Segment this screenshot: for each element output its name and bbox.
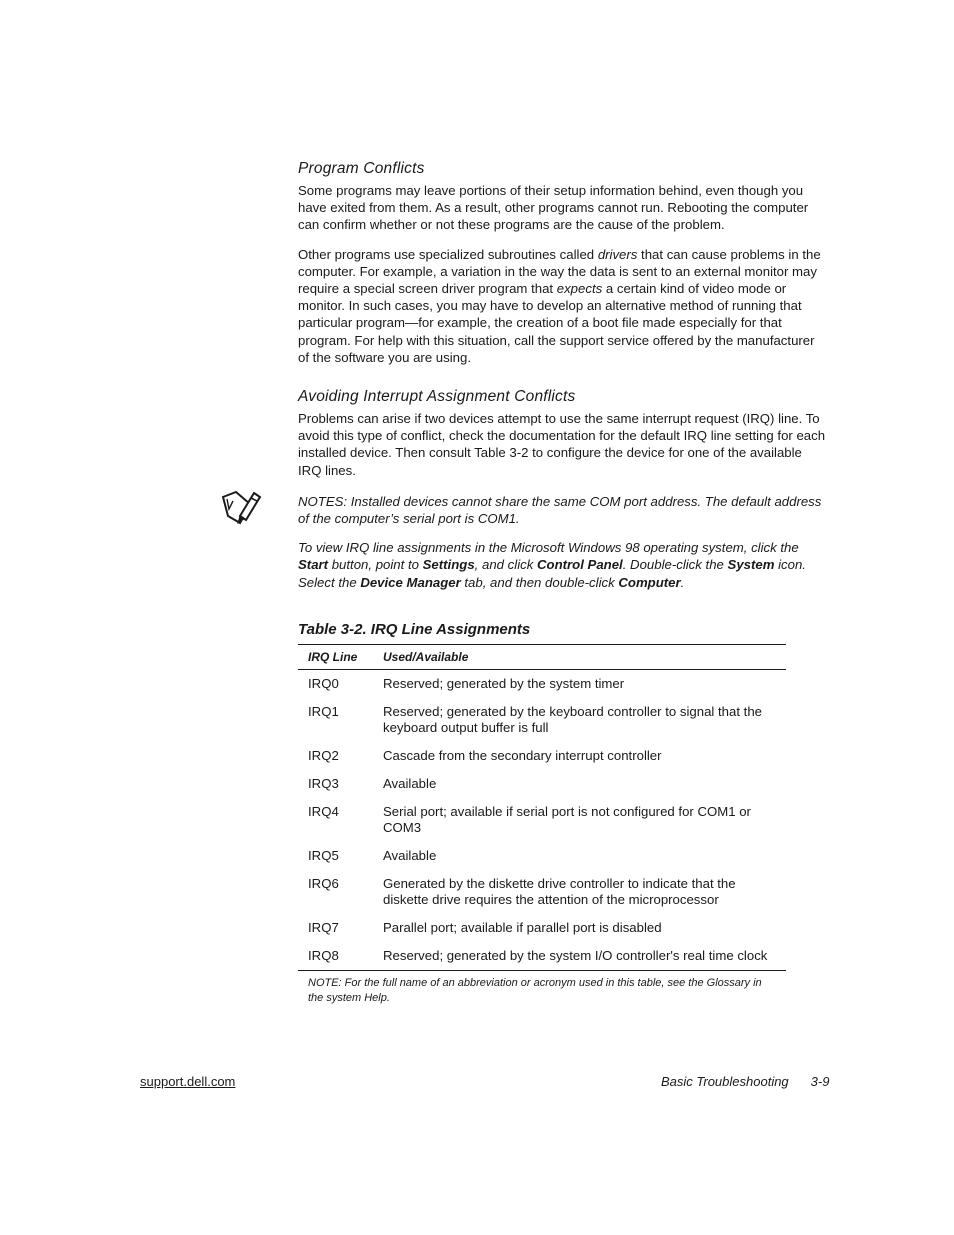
usage-cell: Reserved; generated by the keyboard controller to signal that the keyboard output buffer is full — [383, 703, 763, 735]
usage-cell: Reserved; generated by the system I/O controller's real time clock — [383, 947, 768, 963]
usage-cell: Generated by the diskette drive controller to indicate that the diskette drive requires the attention of the microprocessor — [383, 875, 736, 907]
table-row — [298, 914, 786, 942]
paragraph: Some programs may leave portions of their setup information behind, even though you have exited from them. As a result, other programs cannot run. Rebooting the computer can confirm whether or not these programs are the cause of the problem. — [298, 183, 809, 233]
note-text: To view IRQ line assignments in the Microsoft Windows 98 operating system, click the Start button, point to Settings, and click Control Panel. Double-click the System icon. Select the Device Manager tab, and then double-click Computer. — [298, 540, 806, 590]
irq-table — [298, 644, 786, 970]
table-row — [298, 798, 786, 842]
ui-term-system: System — [727, 557, 775, 573]
ui-term-settings: Settings — [422, 557, 475, 573]
column-header: Used/Available — [383, 644, 786, 669]
paragraph: Problems can arise if two devices attempt to use the same interrupt request (IRQ) line. To avoid this type of conflict, check the documentation for the default IRQ line setting for each installed device. Then consult Table 3-2 to configure the device for one of the available IRQ lines. — [298, 411, 826, 478]
usage-cell: Cascade from the secondary interrupt controller — [383, 747, 662, 763]
emphasis-drivers: drivers — [597, 246, 638, 262]
usage-cell: Serial port; available if serial port is not configured for COM1 or COM3 — [383, 803, 751, 835]
usage-cell: Reserved; generated by the system timer — [383, 675, 625, 691]
irq-cell: IRQ1 — [308, 703, 339, 719]
table-note: NOTE: For the full name of an abbreviation or acronym used in this table, see the Glossary in the system Help. — [308, 976, 762, 1004]
irq-cell: IRQ3 — [308, 775, 339, 791]
note-pencil-icon — [220, 489, 264, 529]
table-row — [298, 698, 786, 742]
usage-cell: Available — [383, 775, 437, 791]
table-row — [298, 742, 786, 770]
irq-cell: IRQ0 — [308, 675, 339, 691]
irq-cell: IRQ8 — [308, 947, 339, 963]
table-header-row — [298, 644, 786, 669]
page-footer — [661, 1074, 829, 1089]
note-text: NOTES: Installed devices cannot share the same COM port address. The default address of the computer’s serial port is COM1. — [298, 493, 822, 527]
ui-term-computer: Computer — [618, 574, 681, 590]
ui-term-device-manager: Device Manager — [360, 574, 461, 590]
irq-cell: IRQ6 — [308, 875, 339, 891]
emphasis-expects: expects — [556, 281, 603, 297]
column-header: IRQ Line — [298, 644, 383, 669]
ui-term-control-panel: Control Panel — [536, 557, 623, 573]
usage-cell: Available — [383, 847, 437, 863]
table-row — [298, 669, 786, 698]
footer-section: Basic Troubleshooting — [661, 1074, 789, 1089]
page-number: 3-9 — [810, 1074, 830, 1089]
irq-cell: IRQ7 — [308, 919, 339, 935]
table-row — [298, 770, 786, 798]
table-row — [298, 870, 786, 914]
irq-cell: IRQ5 — [308, 847, 339, 863]
section-heading: Avoiding Interrupt Assignment Conflicts — [298, 388, 576, 406]
section-interrupt-conflicts — [298, 388, 828, 479]
support-link[interactable]: support.dell.com — [140, 1074, 236, 1089]
irq-cell: IRQ2 — [308, 747, 339, 763]
section-heading: Program Conflicts — [298, 160, 425, 177]
table-row — [298, 842, 786, 870]
page-content — [298, 160, 828, 1006]
irq-table-wrapper — [298, 644, 786, 1006]
table-row — [298, 942, 786, 970]
irq-cell: IRQ4 — [308, 803, 339, 819]
paragraph: Other programs use specialized subroutines called drivers that can cause problems in the computer. For example, a variation in the way the data is sent to an external monitor may require a special screen driver program that expects a certain kind of video mode or monitor. In such cases, you may have to develop an alternative method of running that particular program—for example, the creation of a boot file made especially for that program. For help with this situation, call the support service offered by the manufacturer of the software you are using. — [298, 246, 821, 365]
note-block — [298, 493, 828, 591]
usage-cell: Parallel port; available if parallel port is disabled — [383, 919, 662, 935]
table-title: Table 3-2. IRQ Line Assignments — [298, 620, 531, 638]
ui-term-start: Start — [298, 557, 329, 573]
section-program-conflicts — [298, 160, 828, 366]
